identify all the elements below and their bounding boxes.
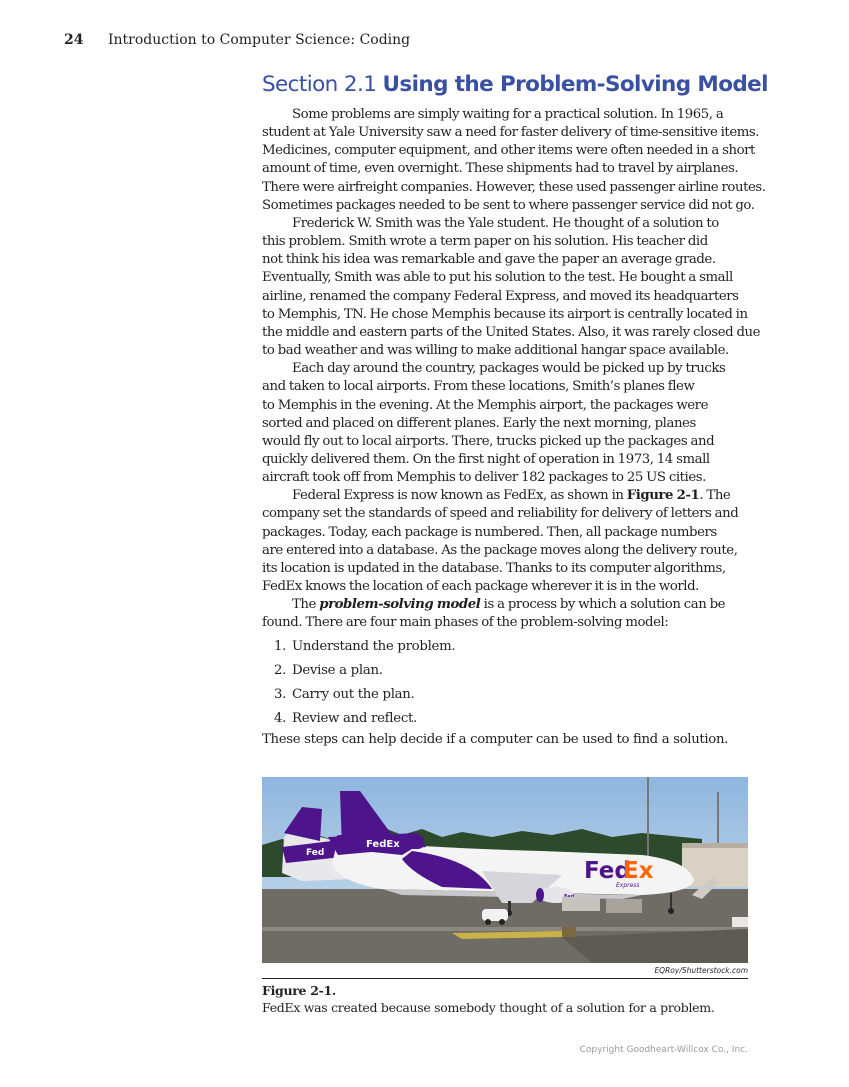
- key-term: problem-solving model: [319, 597, 481, 613]
- line: and taken to local airports. From these locations, Smith’s planes flew: [262, 379, 695, 395]
- paragraph: [262, 215, 761, 360]
- step-text: Understand the problem.: [292, 638, 456, 654]
- fedex-airplanes-photo: [262, 777, 748, 963]
- step-number: 4.: [274, 710, 287, 726]
- paragraph-fedex: [262, 487, 748, 596]
- caption-text: FedEx was created because somebody thought of a solution for a problem.: [262, 1000, 715, 1015]
- line: There were airfreight companies. However, these used passenger airline routes.: [262, 179, 766, 195]
- line: quickly delivered them. On the first night of operation in 1973, 14 small: [262, 451, 710, 467]
- line: are entered into a database. As the package moves along the delivery route,: [262, 542, 738, 558]
- line: Each day around the country, packages would be picked up by trucks: [292, 361, 726, 377]
- text-run: is a process by which a solution can be: [480, 597, 726, 613]
- line: FedEx knows the location of each package wherever it is in the world.: [262, 579, 699, 595]
- running-head: [64, 30, 785, 50]
- fedex-logo-fed: Fed: [584, 858, 631, 884]
- page-number: 24: [64, 32, 84, 48]
- section-heading: Using the Problem-Solving Model: [382, 72, 768, 97]
- section-title: [262, 70, 768, 100]
- step-number: 1.: [274, 638, 287, 654]
- line: the middle and eastern parts of the United States. Also, it was rarely closed due: [262, 324, 761, 340]
- book-title: Introduction to Computer Science: Coding: [108, 32, 411, 48]
- fedex-logo-express: Express: [616, 882, 640, 889]
- line: Frederick W. Smith was the Yale student. He thought of a solution to: [292, 215, 719, 231]
- list-item: [262, 683, 748, 707]
- list-item: [262, 635, 748, 659]
- figure-label: Figure 2-1.: [262, 983, 336, 998]
- line: Sometimes packages needed to be sent to where passenger service did not go.: [262, 197, 755, 213]
- figure-photo: [262, 777, 748, 963]
- step-number: 2.: [274, 662, 287, 678]
- line: to Memphis, TN. He chose Memphis because its airport is centrally located in: [262, 306, 748, 322]
- steps-list: [262, 635, 748, 731]
- step-text: Carry out the plan.: [292, 686, 415, 702]
- line: student at Yale University saw a need for faster delivery of time-sensitive items.: [262, 125, 760, 141]
- figure-caption: [262, 982, 748, 1016]
- line: amount of time, even overnight. These shipments had to travel by airplanes.: [262, 161, 739, 177]
- paragraph: [262, 106, 766, 215]
- text-run: Federal Express is now known as FedEx, as shown in: [292, 488, 627, 504]
- line: sorted and placed on different planes. Early the next morning, planes: [262, 415, 696, 431]
- line: not think his idea was remarkable and gave the paper an average grade.: [262, 252, 716, 268]
- line: Medicines, computer equipment, and other items were often needed in a short: [262, 143, 755, 159]
- line: would fly out to local airports. There, trucks picked up the packages and: [262, 433, 715, 449]
- line: company set the standards of speed and reliability for delivery of letters and: [262, 506, 739, 522]
- copyright-notice: Copyright Goodheart-Willcox Co., Inc.: [579, 1045, 748, 1055]
- line: airline, renamed the company Federal Express, and moved its headquarters: [262, 288, 739, 304]
- section-number: Section 2.1: [262, 72, 377, 97]
- line: found. There are four main phases of the problem-solving model:: [262, 615, 669, 631]
- step-text: Review and reflect.: [292, 710, 417, 726]
- line: to bad weather and was willing to make additional hangar space available.: [262, 343, 729, 359]
- text-run: . The: [699, 488, 731, 504]
- line: this problem. Smith wrote a term paper on his solution. His teacher did: [262, 234, 708, 250]
- line: its location is updated in the database. Thanks to its computer algorithms,: [262, 560, 726, 576]
- main-content: [262, 70, 768, 749]
- svg-text:Fed: Fed: [306, 848, 325, 858]
- photo-credit: EQRoy/Shutterstock.com: [654, 966, 748, 975]
- svg-text:FedEx: FedEx: [366, 839, 400, 850]
- closing-text: These steps can help decide if a computer can be used to find a solution.: [262, 731, 729, 747]
- fedex-logo-ex: Ex: [623, 858, 654, 884]
- step-text: Devise a plan.: [292, 662, 383, 678]
- line: Eventually, Smith was able to put his solution to the test. He bought a small: [262, 270, 733, 286]
- step-number: 3.: [274, 686, 287, 702]
- line: aircraft took off from Memphis to deliver 182 packages to 25 US cities.: [262, 470, 706, 486]
- paragraph: [262, 360, 748, 487]
- paragraph-model: [262, 596, 748, 632]
- caption-divider: [262, 978, 748, 979]
- line: Some problems are simply waiting for a practical solution. In 1965, a: [292, 107, 724, 122]
- body-text: [262, 106, 766, 633]
- line: packages. Today, each package is numbered. Then, all package numbers: [262, 524, 717, 540]
- figure-reference[interactable]: Figure 2-1: [626, 488, 700, 504]
- line: to Memphis in the evening. At the Memphis airport, the packages were: [262, 397, 708, 413]
- list-item: [262, 707, 748, 731]
- list-item: [262, 659, 748, 683]
- text-run: The: [292, 597, 320, 613]
